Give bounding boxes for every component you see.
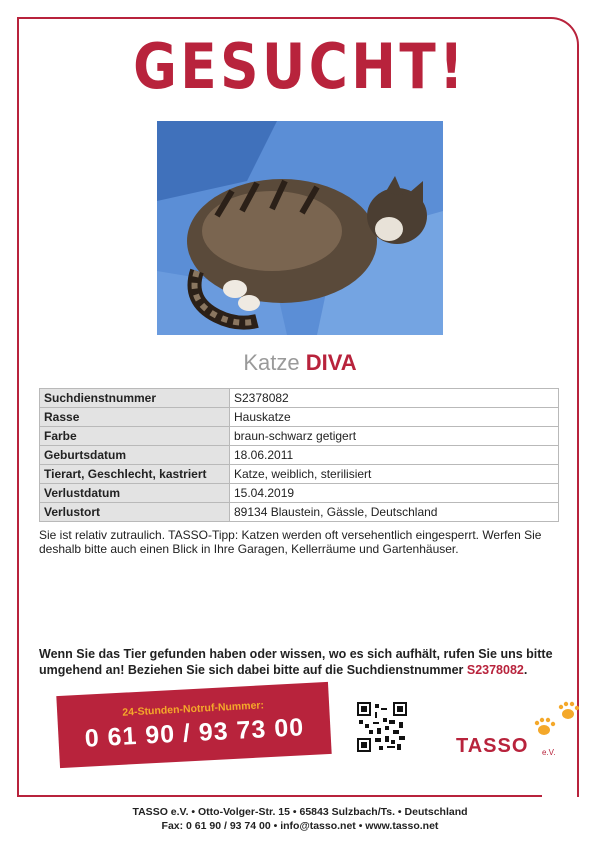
poster-frame-bottom	[17, 795, 542, 797]
call-text: Wenn Sie das Tier gefunden haben oder wissen, wo es sich aufhält, rufen Sie uns bitte umgehend an! Beziehen Sie sich dabei bitte auf die Suchdienstnummer	[39, 647, 553, 677]
headline: GESUCHT!	[133, 30, 467, 103]
footer-contact: Fax: 0 61 90 / 93 74 00 • info@tasso.net • www.tasso.net	[161, 820, 439, 832]
description-note: Sie ist relativ zutraulich. TASSO-Tipp: Katzen werden oft versehentlich eingesperrt. Werfen Sie deshalb bitte auch einen Blick in Ihre Garagen, Kellerräume und Gartenhäuser.	[39, 528, 542, 556]
info-key: Rasse	[40, 408, 230, 427]
call-reference-number: S2378082	[466, 663, 524, 677]
info-value: braun-schwarz getigert	[230, 427, 559, 446]
tasso-logo	[450, 700, 590, 770]
logo-suffix: e.V.	[542, 748, 556, 757]
hotline-banner	[56, 682, 331, 768]
table-row	[40, 503, 559, 522]
info-key: Farbe	[40, 427, 230, 446]
table-row	[40, 484, 559, 503]
info-value: Katze, weiblich, sterilisiert	[230, 465, 559, 484]
info-value: S2378082	[230, 389, 559, 408]
table-row	[40, 408, 559, 427]
qr-code-icon[interactable]	[357, 702, 407, 752]
footer-address: TASSO e.V. • Otto-Volger-Str. 15 • 65843 Sulzbach/Ts. • Deutschland	[132, 806, 468, 818]
info-key: Suchdienstnummer	[40, 389, 230, 408]
pet-species: Katze	[243, 350, 300, 375]
pet-info-table	[39, 388, 559, 522]
table-row	[40, 427, 559, 446]
cat-photo	[157, 121, 443, 335]
poster-frame-left	[17, 17, 19, 797]
info-value: 15.04.2019	[230, 484, 559, 503]
hotline-label: 24-Stunden-Notruf-Nummer:	[122, 699, 265, 719]
logo-word: TASSO	[456, 735, 529, 757]
footer	[0, 805, 600, 833]
hotline-phone[interactable]: 0 61 90 / 93 73 00	[84, 713, 305, 753]
info-key: Verlustdatum	[40, 484, 230, 503]
info-key: Verlustort	[40, 503, 230, 522]
table-row	[40, 446, 559, 465]
info-value: Hauskatze	[230, 408, 559, 427]
cat-illustration	[157, 121, 443, 335]
info-value: 89134 Blaustein, Gässle, Deutschland	[230, 503, 559, 522]
info-key: Geburtsdatum	[40, 446, 230, 465]
table-row	[40, 465, 559, 484]
pet-name-heading	[0, 350, 600, 376]
call-to-action	[39, 646, 569, 678]
info-value: 18.06.2011	[230, 446, 559, 465]
info-key: Tierart, Geschlecht, kastriert	[40, 465, 230, 484]
table-row	[40, 389, 559, 408]
pet-name: DIVA	[305, 350, 357, 375]
call-text-end: .	[523, 663, 528, 677]
paw-icon	[530, 700, 590, 740]
